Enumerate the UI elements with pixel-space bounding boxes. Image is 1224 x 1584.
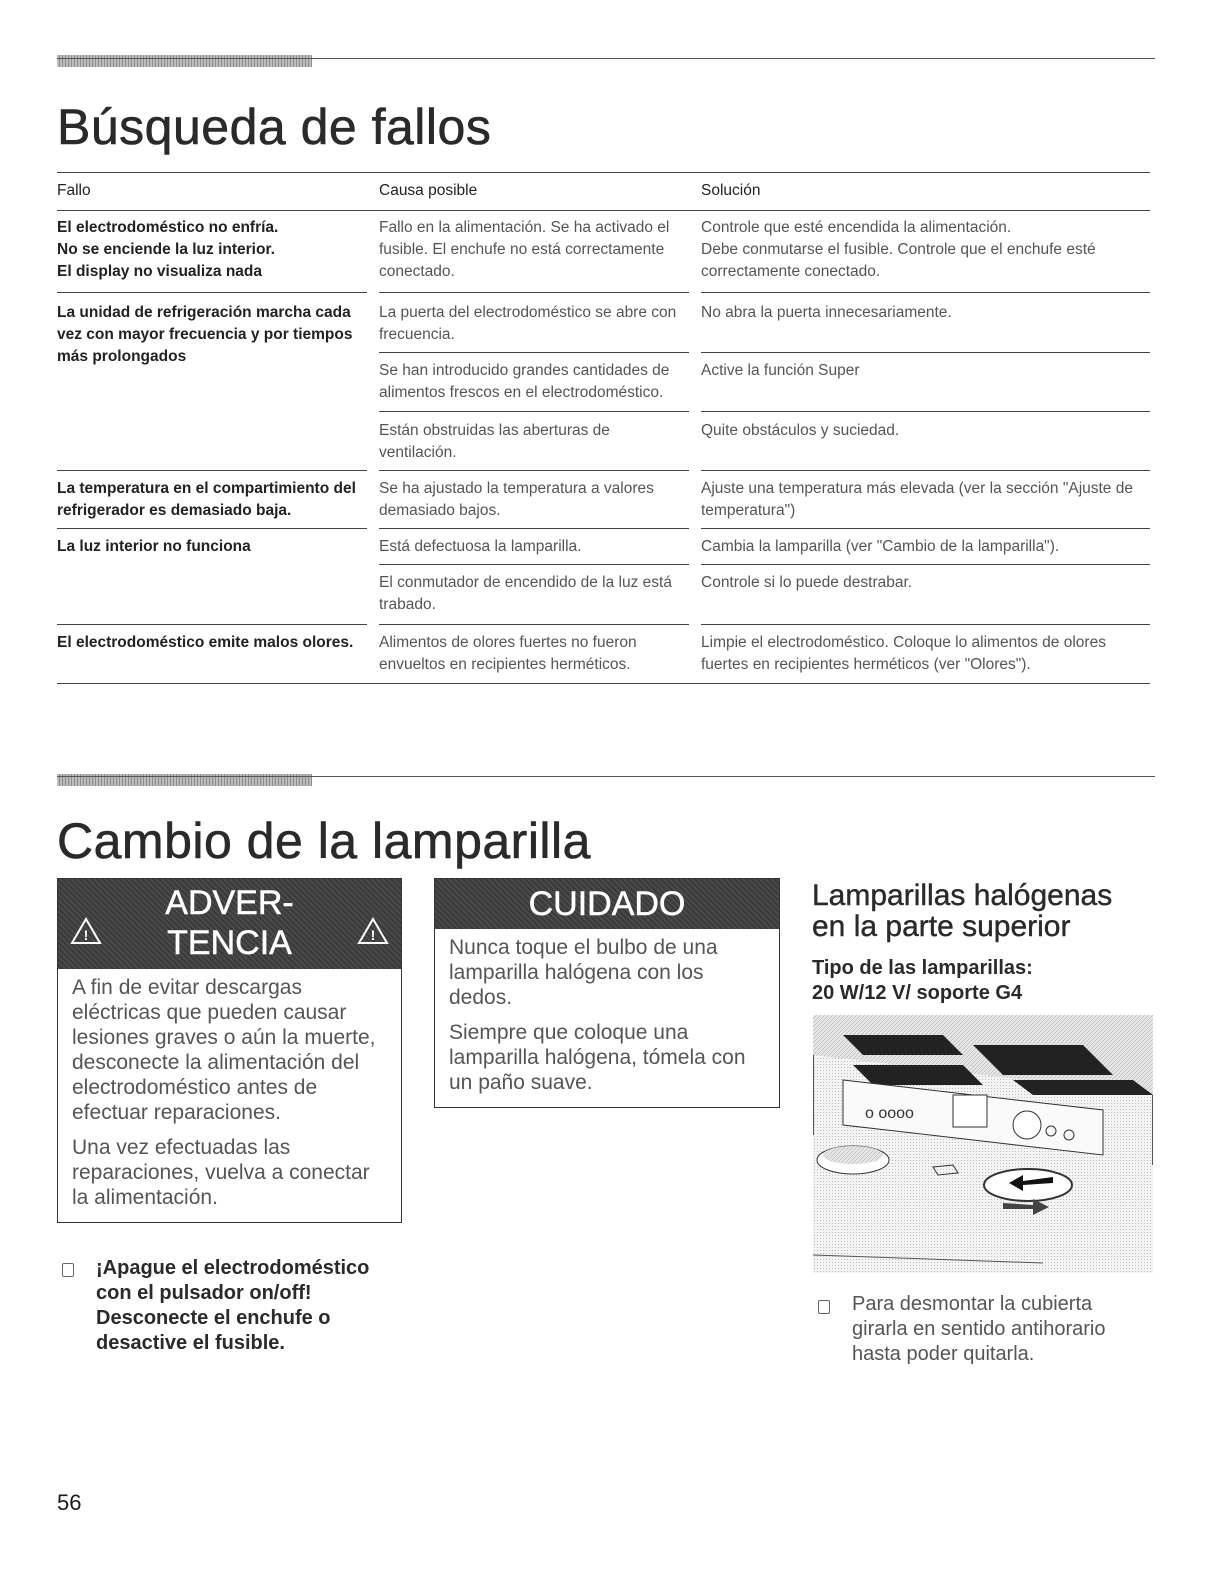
table-cell-solution: Ajuste una temperatura más elevada (ver la sección "Ajuste de temperatura"): [701, 480, 1133, 519]
caution-header: [435, 879, 779, 929]
row-rule: [57, 624, 367, 625]
row-rule: [379, 564, 689, 565]
table-cell-solution: Controle si lo puede destrabar.: [701, 574, 913, 591]
display-digits: o oooo: [865, 1105, 914, 1122]
halogen-title: [812, 880, 1172, 942]
table-cell-solution: Controle que esté encendida la alimentación. Debe conmutarse el fusible. Controle que el enchufe esté correctamente conectado.: [701, 219, 1096, 280]
row-rule: [379, 292, 689, 293]
table-cell-fault: La temperatura en el compartimiento del refrigerador es demasiado baja.: [57, 480, 356, 519]
table-cell-cause: Está defectuosa la lamparilla.: [379, 538, 582, 555]
table-cell-solution: Active la función Super: [701, 362, 860, 379]
row-rule: [701, 292, 1150, 293]
svg-text:!: !: [370, 927, 376, 943]
halogen-title-line: Lamparillas halógenas: [812, 879, 1113, 912]
row-rule: [57, 470, 367, 471]
warning-text: Una vez efectuadas las reparaciones, vuelva a conectar la alimentación.: [72, 1136, 370, 1209]
row-rule: [379, 411, 689, 412]
step-checkbox-icon: [818, 1300, 830, 1314]
table-top-rule: [57, 172, 1150, 173]
section-rule-bar: [57, 55, 312, 67]
step-checkbox-icon: [62, 1263, 74, 1277]
row-rule: [701, 352, 1150, 353]
section-rule-line: [57, 776, 1155, 777]
table-cell-fault: La unidad de refrigeración marcha cada vez con mayor frecuencia y por tiempos más prolongados: [57, 304, 353, 365]
warning-heading-line2: TENCIA: [167, 924, 292, 962]
table-cell-cause: Fallo en la alimentación. Se ha activado el fusible. El enchufe no está correctamente conectado.: [379, 219, 670, 280]
table-cell-cause: Se han introducido grandes cantidades de alimentos frescos en el electrodoméstico.: [379, 362, 670, 401]
row-rule: [701, 411, 1150, 412]
warning-heading-line1: ADVER-: [165, 884, 294, 922]
row-rule: [701, 470, 1150, 471]
row-rule: [379, 470, 689, 471]
row-rule: [701, 564, 1150, 565]
section-rule-line: [57, 58, 1155, 59]
table-cell-cause: Alimentos de olores fuertes no fueron envueltos en recipientes herméticos.: [379, 634, 637, 673]
table-cell-cause: El conmutador de encendido de la luz está trabado.: [379, 574, 672, 613]
row-rule: [379, 624, 689, 625]
table-cell-solution: Limpie el electrodoméstico. Coloque lo alimentos de olores fuertes en recipientes herméticos (ver "Olores").: [701, 634, 1106, 673]
table-cell-fault: El electrodoméstico no enfría. No se enciende la luz interior. El display no visualiza nada: [57, 219, 279, 280]
bulb-type-line: Tipo de las lamparillas:: [812, 957, 1033, 979]
warning-header: [58, 879, 401, 969]
header-cause: Causa posible: [379, 182, 478, 199]
header-fault: Fallo: [57, 182, 91, 199]
row-rule: [701, 528, 1150, 529]
step-instruction: Para desmontar la cubierta girarla en sentido antihorario hasta poder quitarla.: [852, 1293, 1106, 1365]
svg-text:!: !: [83, 927, 89, 943]
row-rule: [57, 292, 367, 293]
section-title-bulb-change: Cambio de la lamparilla: [57, 813, 591, 869]
caution-heading: CUIDADO: [528, 885, 686, 923]
caution-text: Siempre que coloque una lamparilla halógena, tómela con un paño suave.: [449, 1021, 746, 1094]
caution-box: [434, 878, 780, 1108]
warning-box: [57, 878, 402, 1223]
bulb-type: [812, 956, 1152, 1006]
caution-text: Nunca toque el bulbo de una lamparilla halógena con los dedos.: [449, 936, 718, 1009]
table-cell-fault: El electrodoméstico emite malos olores.: [57, 634, 354, 651]
table-cell-solution: Quite obstáculos y suciedad.: [701, 422, 900, 439]
table-cell-solution: No abra la puerta innecesariamente.: [701, 304, 952, 321]
lamp-cover-illustration: [813, 1015, 1153, 1273]
warning-body: [58, 969, 401, 1228]
table-cell-cause: Están obstruidas las aberturas de ventilación.: [379, 422, 610, 461]
row-rule: [379, 528, 689, 529]
warning-text: A fin de evitar descargas eléctricas que pueden causar lesiones graves o aún la muerte, desconecte la alimentación del electrodoméstico antes de efectuar reparaciones.: [72, 976, 376, 1124]
table-bottom-rule: [57, 683, 1150, 684]
table-cell-solution: Cambia la lamparilla (ver "Cambio de la lamparilla").: [701, 538, 1060, 555]
step-instruction: ¡Apague el electrodoméstico con el pulsador on/off! Desconecte el enchufe o desactive el fusible.: [96, 1257, 370, 1354]
header-solution: Solución: [701, 182, 761, 199]
section-title-troubleshooting: Búsqueda de fallos: [57, 99, 492, 155]
bulb-type-line: 20 W/12 V/ soporte G4: [812, 982, 1023, 1004]
caution-body: [435, 929, 779, 1113]
page-number: 56: [57, 1490, 82, 1515]
row-rule: [701, 624, 1150, 625]
table-cell-cause: La puerta del electrodoméstico se abre con frecuencia.: [379, 304, 677, 343]
table-cell-fault: La luz interior no funciona: [57, 538, 251, 555]
table-header-rule: [57, 210, 1150, 211]
halogen-title-line: en la parte superior: [812, 910, 1071, 943]
row-rule: [379, 352, 689, 353]
table-cell-cause: Se ha ajustado la temperatura a valores demasiado bajos.: [379, 480, 654, 519]
warning-triangle-icon: [357, 917, 389, 945]
row-rule: [57, 528, 367, 529]
